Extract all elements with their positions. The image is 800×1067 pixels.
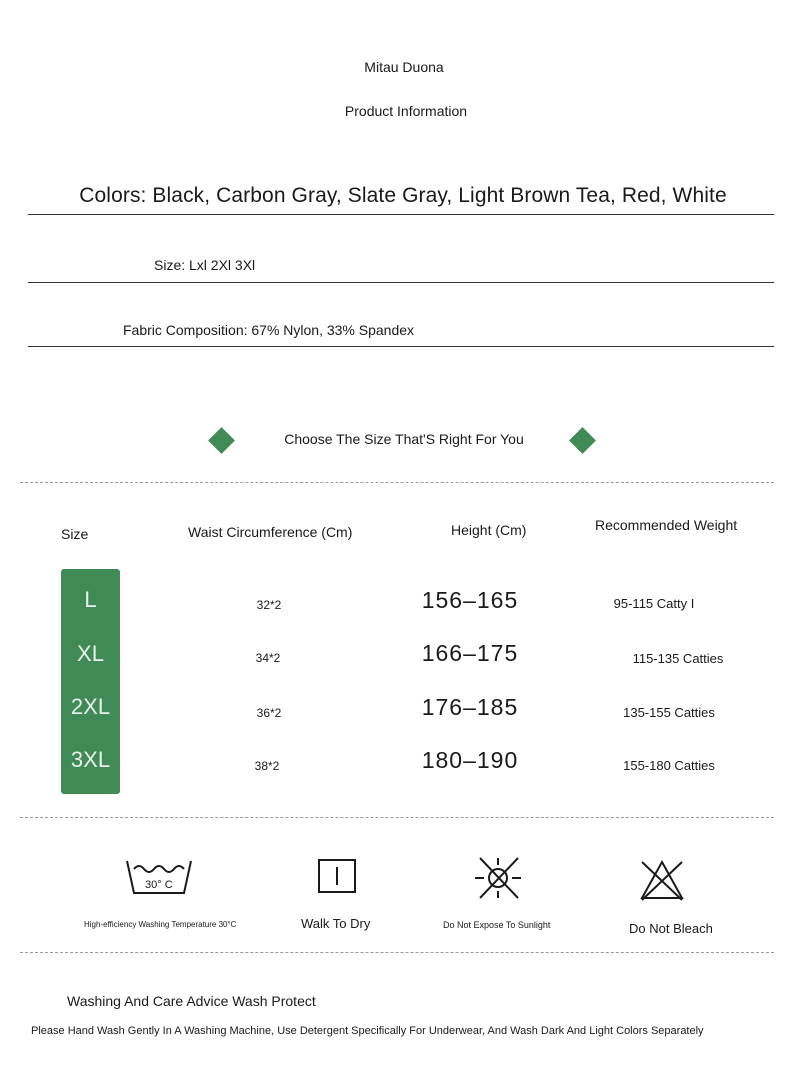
no-sunlight-icon	[472, 854, 524, 902]
size-cell-xl: XL	[77, 641, 104, 666]
divider	[28, 282, 774, 283]
weight-cell: 95-115 Catty I	[613, 596, 695, 611]
weight-cell: 135-155 Catties	[623, 705, 715, 720]
divider	[28, 346, 774, 347]
brand-name: Mitau Duona	[364, 59, 444, 75]
height-cell: 166–175	[421, 640, 519, 666]
care-label-dry: Walk To Dry	[301, 916, 371, 931]
dashed-divider	[20, 952, 774, 953]
height-cell: 156–165	[421, 587, 519, 613]
care-label-bleach: Do Not Bleach	[629, 921, 713, 936]
waist-cell: 36*2	[256, 706, 282, 720]
column-header-height: Height (Cm)	[451, 522, 527, 538]
colors-text: Colors: Black, Carbon Gray, Slate Gray, Light Brown Tea, Red, White	[79, 184, 727, 207]
size-cell-2xl: 2XL	[70, 694, 111, 719]
hang-dry-icon	[318, 859, 356, 893]
waist-cell: 34*2	[255, 651, 281, 665]
no-bleach-icon	[638, 858, 686, 902]
section-subtitle: Product Information	[344, 103, 468, 119]
care-advice-title: Washing And Care Advice Wash Protect	[67, 993, 316, 1009]
size-cell-l: L	[84, 587, 97, 612]
column-header-size: Size	[61, 526, 89, 542]
care-label-wash: High-efficiency Washing Temperature 30°C	[84, 920, 237, 929]
dashed-divider	[20, 482, 774, 483]
column-header-waist: Waist Circumference (Cm)	[188, 524, 353, 540]
size-text: Size: Lxl 2Xl 3Xl	[154, 257, 256, 273]
dashed-divider	[20, 817, 774, 818]
wash-temperature-text: 30° C	[145, 879, 173, 891]
height-cell: 176–185	[421, 694, 519, 720]
weight-cell: 115-135 Catties	[632, 651, 724, 666]
fabric-text: Fabric Composition: 67% Nylon, 33% Spandex	[123, 322, 415, 338]
waist-cell: 38*2	[254, 759, 280, 773]
weight-cell: 155-180 Catties	[623, 758, 715, 773]
divider	[28, 214, 774, 215]
column-header-weight: Recommended Weight	[595, 517, 738, 533]
size-cell-3xl: 3XL	[70, 747, 111, 772]
size-column	[61, 569, 120, 794]
care-advice-text: Please Hand Wash Gently In A Washing Machine, Use Detergent Specifically For Underwear, And Wash Dark And Light Colors Separately	[31, 1025, 704, 1037]
waist-cell: 32*2	[256, 598, 282, 612]
height-cell: 180–190	[421, 747, 519, 773]
size-guide-heading: Choose The Size That'S Right For You	[284, 431, 524, 447]
care-label-sunlight: Do Not Expose To Sunlight	[443, 920, 551, 930]
